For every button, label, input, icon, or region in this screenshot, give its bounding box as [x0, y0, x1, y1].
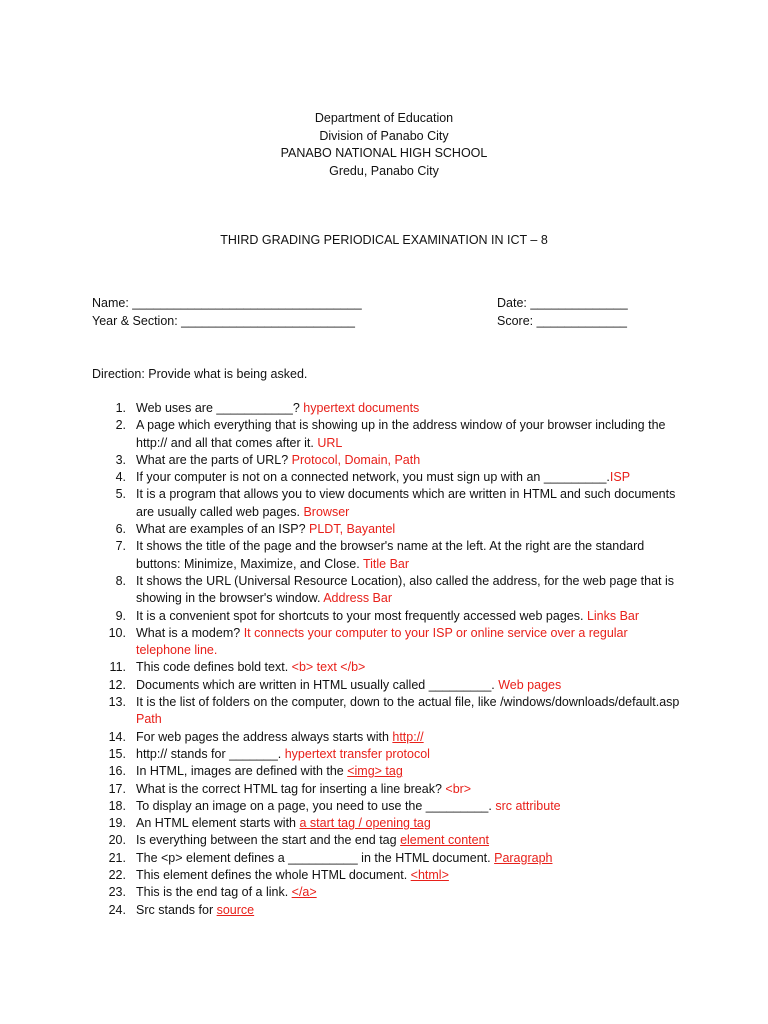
question-item — [0, 625, 768, 660]
question-number: 13. — [108, 695, 126, 710]
question-text: For web pages the address always starts with — [136, 729, 393, 744]
question-answer: It connects your computer to your ISP or online service over a regular telephone line. — [136, 625, 628, 658]
question-item — [0, 573, 768, 608]
question-answer: PLDT, Bayantel — [309, 522, 396, 537]
question-number: 8. — [115, 573, 126, 588]
question-text: A page which everything that is showing up in the address window of your browser including the http:// and all that comes after it. — [136, 418, 666, 450]
question-answer: Protocol, Domain, Path — [291, 452, 421, 467]
question-answer: Path — [136, 712, 162, 727]
question-text: This code defines bold text. — [136, 660, 292, 675]
question-item — [0, 486, 768, 521]
question-item — [0, 815, 768, 832]
question-number: 20. — [108, 833, 126, 848]
question-list — [0, 400, 768, 919]
question-text: Src stands for — [136, 902, 217, 917]
question-text: http:// stands for _______. — [136, 746, 285, 761]
question-text: It shows the title of the page and the browser's name at the left. At the right are the standard buttons: Minimize, Maximize, and Close. — [136, 539, 645, 571]
question-answer: hypertext transfer protocol — [284, 746, 430, 761]
question-answer: Paragraph — [494, 850, 553, 865]
question-answer: ISP — [609, 470, 631, 485]
question-text: What is the correct HTML tag for inserting a line break? — [136, 781, 446, 796]
header-department: Department of Education — [314, 111, 454, 125]
question-number: 24. — [108, 902, 126, 917]
question-text: It is a convenient spot for shortcuts to your most frequently accessed web pages. — [136, 608, 587, 623]
question-text: This is the end tag of a link. — [136, 885, 292, 900]
question-item — [0, 694, 768, 729]
question-number: 17. — [108, 781, 126, 796]
question-number: 3. — [115, 452, 126, 467]
question-answer: Links Bar — [586, 608, 640, 623]
question-number: 9. — [115, 608, 126, 623]
question-answer: a start tag / opening tag — [299, 816, 431, 831]
question-item — [0, 521, 768, 538]
header-school: PANABO NATIONAL HIGH SCHOOL — [280, 146, 488, 160]
question-number: 22. — [108, 868, 126, 883]
question-item — [0, 469, 768, 486]
question-number: 10. — [108, 625, 126, 640]
question-item — [0, 763, 768, 780]
question-item — [0, 729, 768, 746]
question-number: 5. — [115, 487, 126, 502]
question-answer: <br> — [445, 781, 472, 796]
question-text: It is the list of folders on the computer, down to the actual file, like /windows/downloads/default.asp — [136, 695, 680, 710]
question-number: 19. — [108, 816, 126, 831]
question-item — [0, 850, 768, 867]
date-field: Date: ______________ — [497, 296, 628, 310]
question-text: In HTML, images are defined with the — [136, 764, 348, 779]
question-item — [0, 417, 768, 452]
question-answer: </a> — [291, 885, 317, 900]
question-answer: hypertext documents — [303, 401, 420, 415]
question-number: 2. — [115, 418, 126, 433]
question-answer: Address Bar — [323, 591, 392, 606]
question-text: What are examples of an ISP? — [136, 522, 310, 537]
question-text: What are the parts of URL? — [136, 452, 292, 467]
year-section-field: Year & Section: _________________________ — [92, 314, 355, 328]
school-header — [0, 110, 768, 180]
question-answer: URL — [317, 435, 343, 450]
question-number: 14. — [108, 729, 126, 744]
question-item — [0, 538, 768, 573]
question-answer: Web pages — [498, 677, 562, 692]
exam-title: THIRD GRADING PERIODICAL EXAMINATION IN ICT – 8 — [220, 233, 548, 247]
question-text: Documents which are written in HTML usually called _________. — [136, 677, 499, 692]
question-answer: <html> — [410, 868, 449, 883]
question-answer: http:// — [392, 729, 424, 744]
question-item — [0, 902, 768, 919]
question-text: To display an image on a page, you need to use the _________. — [136, 798, 496, 813]
question-item — [0, 452, 768, 469]
question-text: The <p> element defines a __________ in the HTML document. — [136, 850, 495, 865]
name-field: Name: _________________________________ — [92, 296, 362, 310]
question-number: 23. — [108, 885, 126, 900]
question-item — [0, 659, 768, 676]
question-text: If your computer is not on a connected network, you must sign up with an _________. — [136, 470, 610, 485]
question-number: 11. — [109, 660, 126, 675]
question-answer: Title Bar — [362, 556, 410, 571]
question-text: Is everything between the start and the end tag — [136, 833, 401, 848]
question-number: 21. — [108, 850, 126, 865]
question-text: It is a program that allows you to view documents which are written in HTML and such documents are usually called web pages. — [136, 487, 676, 519]
question-answer: src attribute — [495, 798, 561, 813]
question-number: 6. — [115, 522, 126, 537]
question-number: 1. — [115, 401, 126, 415]
header-address: Gredu, Panabo City — [329, 163, 439, 178]
question-item — [0, 798, 768, 815]
question-item — [0, 400, 768, 417]
question-text: Web uses are ___________? — [136, 401, 304, 415]
question-item — [0, 608, 768, 625]
question-answer: source — [216, 902, 255, 917]
question-answer: <b> text </b> — [291, 660, 366, 675]
direction-text: Direction: Provide what is being asked. — [92, 367, 308, 381]
question-text: This element defines the whole HTML document. — [136, 868, 411, 883]
score-field: Score: _____________ — [497, 314, 627, 328]
question-text: An HTML element starts with — [136, 816, 300, 831]
question-number: 15. — [108, 746, 126, 761]
header-division: Division of Panabo City — [319, 128, 449, 143]
question-number: 16. — [108, 764, 126, 779]
question-answer: <img> tag — [347, 764, 403, 779]
question-answer: Browser — [303, 504, 350, 519]
question-item — [0, 884, 768, 901]
question-item — [0, 746, 768, 763]
question-number: 18. — [108, 798, 126, 813]
question-number: 12. — [108, 677, 126, 692]
question-text: What is a modem? — [136, 625, 244, 640]
question-number: 7. — [115, 539, 126, 554]
question-number: 4. — [115, 470, 126, 485]
question-text: It shows the URL (Universal Resource Location), also called the address, for the web page that is showing in the browser's window. — [136, 573, 675, 606]
question-answer: element content — [400, 833, 490, 848]
question-item — [0, 832, 768, 849]
question-item — [0, 867, 768, 884]
question-item — [0, 781, 768, 798]
question-item — [0, 677, 768, 694]
